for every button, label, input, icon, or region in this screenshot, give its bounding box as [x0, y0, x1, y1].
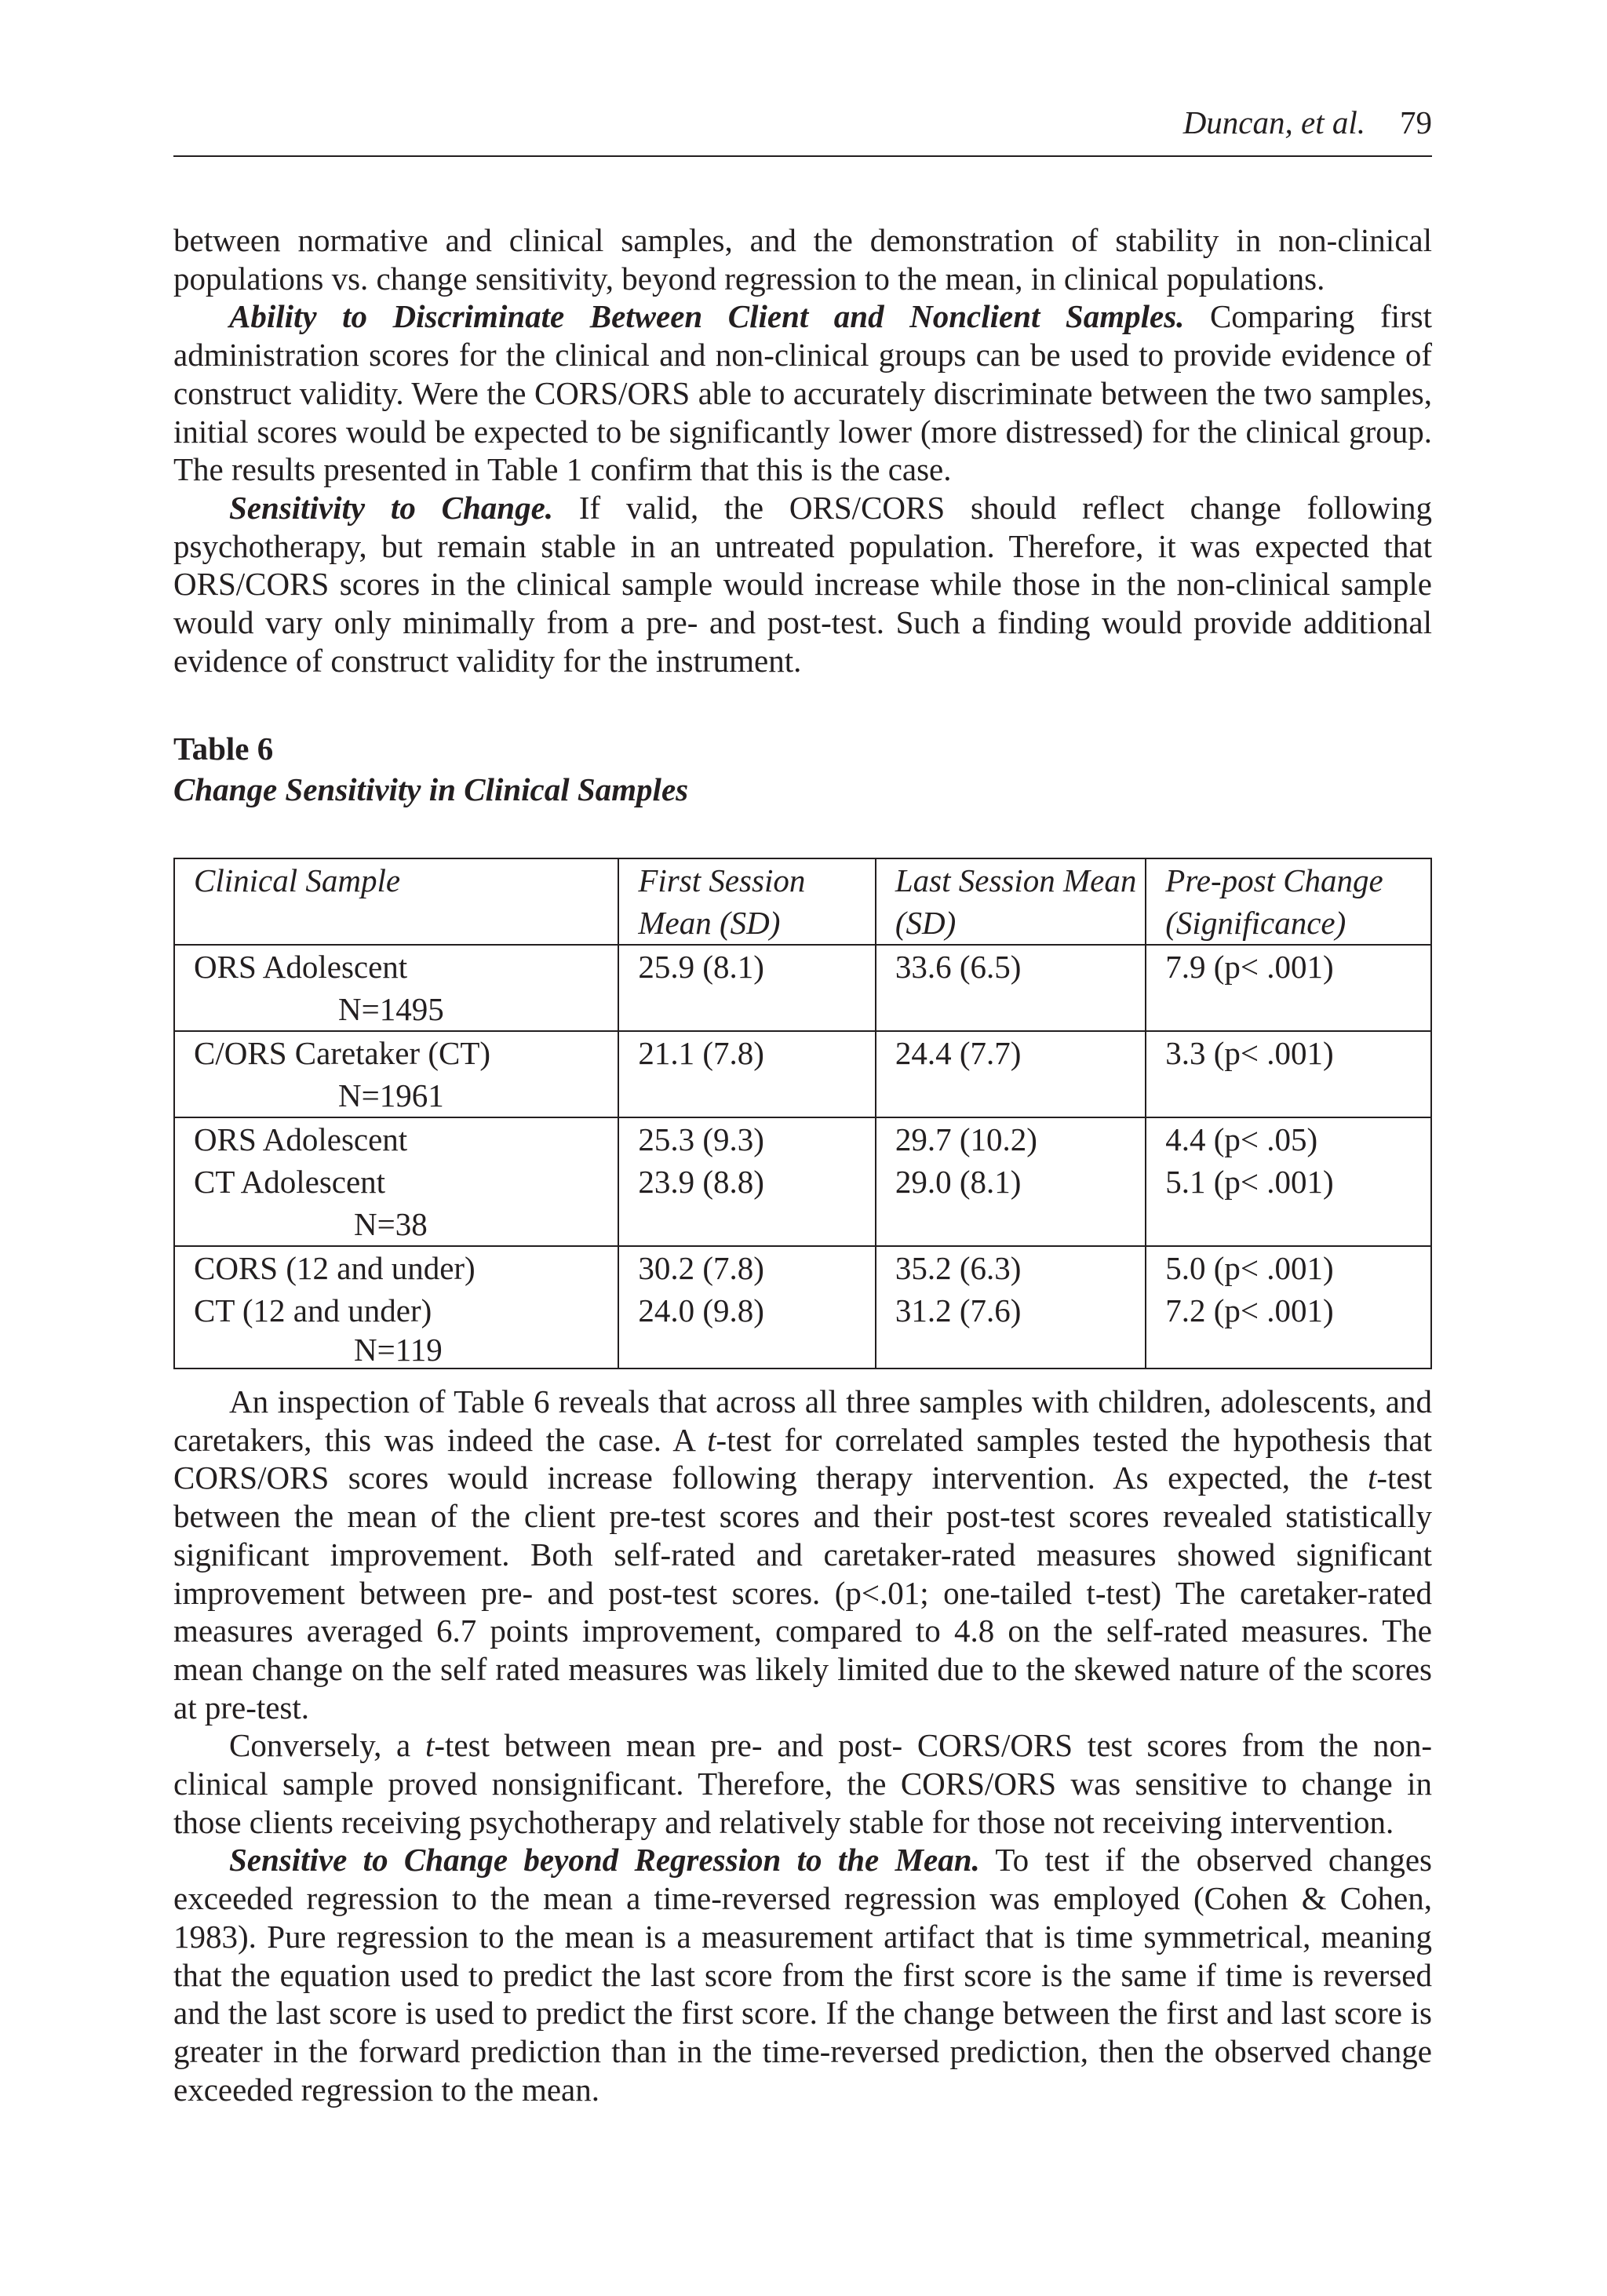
text-run: Conversely, a: [229, 1727, 425, 1764]
change-value: 7.9 (p< .001): [1165, 949, 1334, 985]
table-row: [174, 1031, 1431, 1117]
first-value: 21.1 (7.8): [638, 1035, 764, 1071]
header-rule: [173, 155, 1432, 157]
first-value: 24.0 (9.8): [638, 1292, 764, 1328]
table-row: [174, 1246, 1431, 1368]
body-text-top: [173, 221, 1432, 680]
cell-change: [1146, 1246, 1431, 1368]
text-run: -test between mean pre- and post- CORS/ORS test scores from the non-clinical sample proved nonsignificant. Therefore, the CORS/ORS was sensitive to change in those clients receiving psychotherapy and relatively stable for those not receiving intervention.: [173, 1727, 1433, 1840]
cell-first: [618, 1246, 875, 1368]
text-run: -test for correlated samples tested the hypothesis that CORS/ORS scores would increase following therapy intervention. As expected, the: [173, 1421, 1432, 1496]
last-value: 29.7 (10.2): [895, 1121, 1037, 1157]
last-value: 31.2 (7.6): [895, 1292, 1022, 1328]
running-head: [173, 104, 1432, 141]
paragraph-sensitivity: [173, 489, 1432, 680]
sample-name: CORS (12 and under): [194, 1250, 476, 1286]
cell-sample: [174, 1117, 618, 1246]
header-last-session: Last Session Mean (SD): [876, 858, 1146, 945]
paragraph-sensitivity-text: If valid, the ORS/CORS should reflect change following psychotherapy, but remain stable in an untreated population. Therefore, it was expected that ORS/CORS scores in the clinical sample would increase while those in the non-clinical sample would vary only minimally from a pre- and post-test. Such a finding would provide additional evidence of construct validity for the instrument.: [173, 489, 1432, 679]
change-value: 5.0 (p< .001): [1165, 1250, 1334, 1286]
cell-sample: [174, 945, 618, 1031]
page-number: 79: [1400, 104, 1432, 140]
change-value: 4.4 (p< .05): [1165, 1121, 1318, 1157]
cell-last: [876, 945, 1146, 1031]
last-value: 29.0 (8.1): [895, 1164, 1022, 1200]
t-italic: t: [425, 1727, 435, 1764]
header-pre-post-change: Pre-post Change (Significance): [1146, 858, 1431, 945]
paragraph-discriminate: [173, 297, 1432, 489]
paragraph-continuation: between normative and clinical samples, and the demonstration of stability in non-clinical populations vs. change sensitivity, beyond regression to the mean, in clinical populations.: [173, 222, 1432, 297]
cell-change: [1146, 945, 1431, 1031]
body-text-bottom: [173, 1383, 1432, 2108]
t-italic: t: [1368, 1460, 1377, 1496]
table-label: Table 6: [173, 731, 274, 767]
paragraph-inspection: [173, 1383, 1432, 1726]
table-header-row: [174, 858, 1431, 945]
change-value: 3.3 (p< .001): [1165, 1035, 1334, 1071]
change-value: 5.1 (p< .001): [1165, 1164, 1334, 1200]
table-title: Change Sensitivity in Clinical Samples: [173, 771, 689, 807]
sample-n: N=1961: [338, 1077, 444, 1113]
sample-name: C/ORS Caretaker (CT): [194, 1035, 491, 1071]
cell-change: [1146, 1031, 1431, 1117]
table-row: [174, 1117, 1431, 1246]
paragraph-regression-text: To test if the observed changes exceeded regression to the mean a time-reversed regression was employed (Cohen & Cohen, 1983). Pure regression to the mean is a measurement artifact that is time symmetrical, meaning that the equation used to predict the last score from the first score is the same if time is reversed and the last score is used to predict the first score. If the change between the first and last score is greater in the forward prediction than in the time-reversed prediction, then the observed change exceeded regression to the mean.: [173, 1842, 1432, 2108]
sample-n: N=38: [354, 1206, 428, 1242]
subheading-regression: Sensitive to Change beyond Regression to the Mean.: [229, 1842, 980, 1879]
cell-last: [876, 1246, 1146, 1368]
t-italic: t: [707, 1421, 716, 1458]
sample-name: ORS Adolescent: [194, 1121, 408, 1157]
paragraph-discriminate-text: Comparing first administration scores for the clinical and non-clinical groups can be used to provide evidence of construct validity. Were the CORS/ORS able to accurately discriminate between the two samples, initial scores would be expected to be significantly lower (more distressed) for the clinical group. The results presented in Table 1 confirm that this is the case.: [173, 298, 1432, 488]
cell-first: [618, 945, 875, 1031]
first-value: 30.2 (7.8): [638, 1250, 764, 1286]
subheading-sensitivity: Sensitivity to Change.: [229, 489, 554, 526]
cell-first: [618, 1117, 875, 1246]
last-value: 33.6 (6.5): [895, 949, 1022, 985]
cell-change: [1146, 1117, 1431, 1246]
cell-sample: [174, 1246, 618, 1368]
sample-n: N=119: [354, 1332, 443, 1368]
change-value: 7.2 (p< .001): [1165, 1292, 1334, 1328]
cell-last: [876, 1031, 1146, 1117]
cell-sample: [174, 1031, 618, 1117]
table-row: [174, 945, 1431, 1031]
sample-name: ORS Adolescent: [194, 949, 408, 985]
text-run: -test between the mean of the client pre-test scores and their post-test scores revealed statistically significant improvement. Both self-rated and caretaker-rated measures showed significant improvement between pre- and post-test scores. (p<.01; one-tailed t-test) The caretaker-rated measures averaged 6.7 points improvement, compared to 4.8 on the self-rated measures. The mean change on the self rated measures was likely limited due to the skewed nature of the scores at pre-test.: [173, 1460, 1432, 1726]
running-head-authors: Duncan, et al.: [1182, 104, 1365, 140]
last-value: 24.4 (7.7): [895, 1035, 1022, 1071]
paragraph-regression: [173, 1841, 1432, 2108]
cell-last: [876, 1117, 1146, 1246]
first-value: 23.9 (8.8): [638, 1164, 764, 1200]
sample-n: N=1495: [338, 991, 444, 1027]
last-value: 35.2 (6.3): [895, 1250, 1022, 1286]
cell-first: [618, 1031, 875, 1117]
sample-name: CT (12 and under): [194, 1292, 432, 1328]
first-value: 25.3 (9.3): [638, 1121, 764, 1157]
sample-name: CT Adolescent: [194, 1164, 386, 1200]
change-sensitivity-table: [173, 858, 1432, 1369]
header-clinical-sample: Clinical Sample: [174, 858, 618, 945]
header-first-session: First Session Mean (SD): [618, 858, 875, 945]
text-run: An inspection of Table 6 reveals that across all three samples with children, adolescents, and caretakers, this was indeed the case. A: [173, 1383, 1432, 1458]
paragraph-conversely: [173, 1726, 1432, 1841]
first-value: 25.9 (8.1): [638, 949, 764, 985]
subheading-discriminate: Ability to Discriminate Between Client and Nonclient Samples.: [229, 298, 1185, 335]
